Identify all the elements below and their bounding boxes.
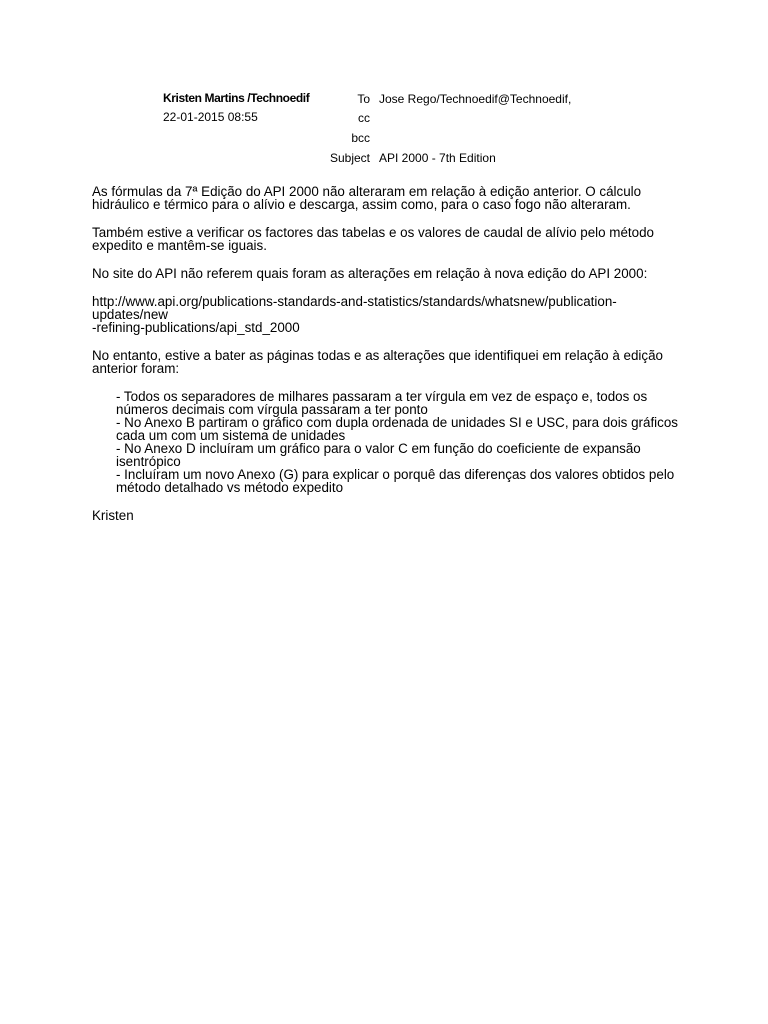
list-item: - Todos os separadores de milhares passaram a ter vírgula em vez de espaço e, todos os números decimais com vírgula passaram a ter ponto bbox=[116, 389, 648, 417]
body-paragraph: As fórmulas da 7ª Edição do API 2000 não alteraram em relação à edição anterior. O cálculo hidráulico e térmico para o alívio e descarga, assim como, para o caso fogo não alteraram. bbox=[92, 184, 642, 212]
changes-list bbox=[92, 390, 692, 494]
sent-date: 22-01-2015 08:55 bbox=[163, 110, 258, 124]
body-paragraph: No site do API não referem quais foram as alterações em relação à nova edição do API 2000: bbox=[92, 266, 648, 281]
body-paragraph: Também estive a verificar os factores das tabelas e os valores de caudal de alívio pelo método expedito e mantêm-se iguais. bbox=[92, 225, 654, 253]
sender-name: Kristen Martins /Technoedif bbox=[163, 91, 310, 105]
email-header bbox=[0, 0, 768, 170]
email-body bbox=[92, 185, 692, 537]
body-paragraph: No entanto, estive a bater as páginas todas e as alterações que identifiquei em relação à edição anterior foram: bbox=[92, 348, 663, 376]
cc-label: cc bbox=[358, 111, 370, 125]
subject-value: API 2000 - 7th Edition bbox=[379, 151, 496, 165]
to-label: To bbox=[357, 92, 370, 106]
subject-label: Subject bbox=[329, 151, 370, 165]
list-item: - No Anexo D incluíram um gráfico para o valor C em função do coeficiente de expansão isentrópico bbox=[116, 441, 641, 469]
signature: Kristen bbox=[92, 508, 134, 523]
list-item: - No Anexo B partiram o gráfico com dupla ordenada de unidades SI e USC, para dois gráficos cada um com um sistema de unidades bbox=[116, 415, 678, 443]
body-url: http://www.api.org/publications-standards-and-statistics/standards/whatsnew/publication-updates/new -refining-publications/api_std_2000 bbox=[92, 294, 617, 335]
bcc-label: bcc bbox=[351, 131, 370, 145]
list-item: - Incluíram um novo Anexo (G) para explicar o porquê das diferenças dos valores obtidos pelo método detalhado vs método expedito bbox=[116, 467, 675, 495]
to-recipients: Jose Rego/Technoedif@Technoedif, bbox=[379, 92, 572, 106]
